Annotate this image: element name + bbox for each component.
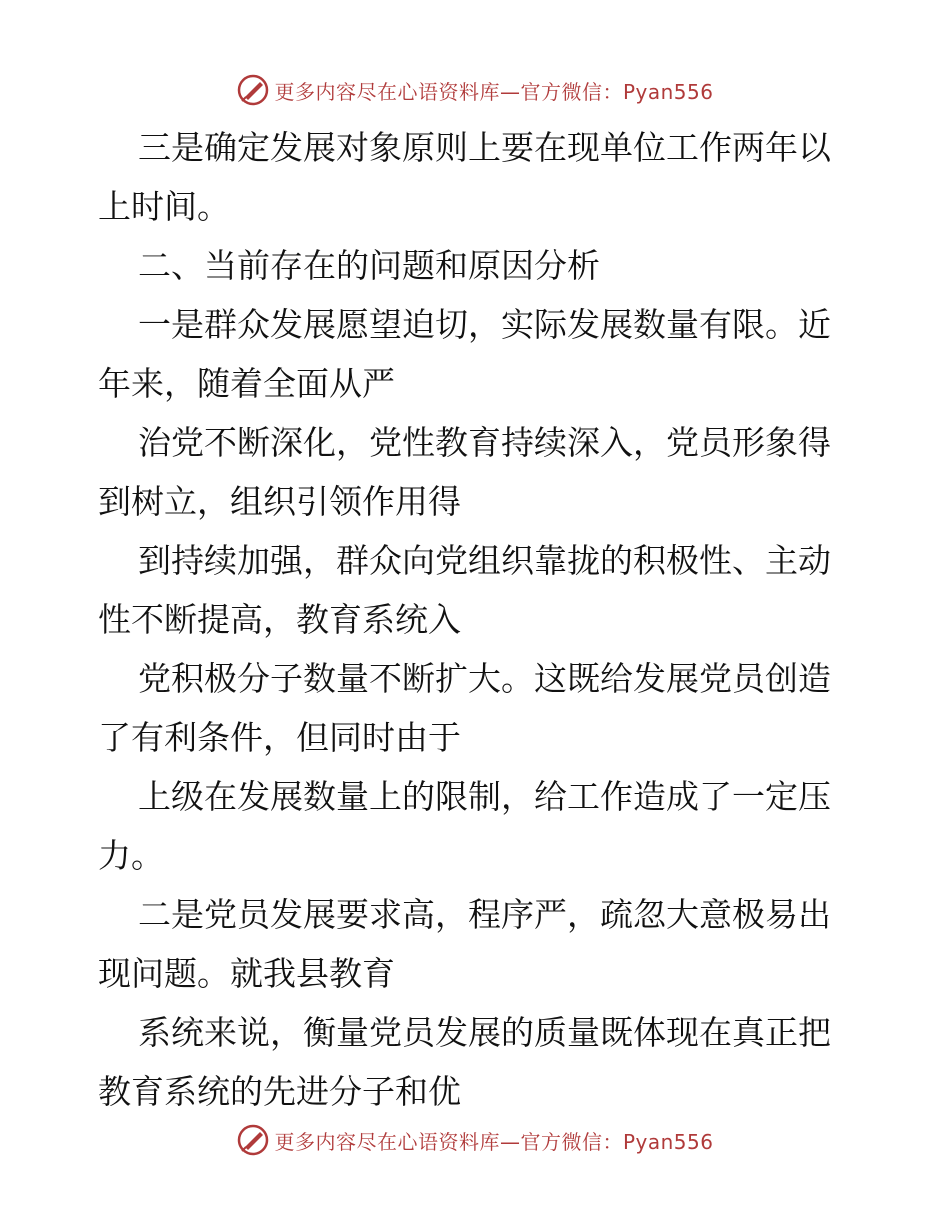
- section-heading: 二、当前存在的问题和原因分析: [138, 246, 600, 285]
- quill-pen-logo-icon: [236, 1123, 270, 1157]
- footer-text: 更多内容尽在心语资料库—官方微信：Pyan556: [274, 1129, 714, 1154]
- paragraph: 二是党员发展要求高，程序严，疏忽大意极易出现问题。就我县教育: [98, 895, 831, 993]
- paragraph: 一是群众发展愿望迫切，实际发展数量有限。近年来，随着全面从严: [98, 305, 831, 403]
- paragraph: 党积极分子数量不断扩大。这既给发展党员创造了有利条件，但同时由于: [98, 659, 831, 757]
- paragraph: 治党不断深化，党性教育持续深入，党员形象得到树立，组织引领作用得: [98, 423, 831, 521]
- paragraph: 到持续加强，群众向党组织靠拢的积极性、主动性不断提高，教育系统入: [98, 541, 831, 639]
- header-text: 更多内容尽在心语资料库—官方微信：Pyan556: [274, 79, 714, 104]
- document-body: [98, 118, 858, 1121]
- paragraph: 系统来说，衡量党员发展的质量既体现在真正把教育系统的先进分子和优: [98, 1013, 831, 1111]
- paragraph: 上级在发展数量上的限制，给工作造成了一定压力。: [98, 777, 831, 875]
- paragraph: 三是确定发展对象原则上要在现单位工作两年以上时间。: [98, 128, 831, 226]
- quill-pen-logo-icon: [236, 73, 270, 107]
- header-watermark: [0, 70, 950, 110]
- footer-watermark: [0, 1120, 950, 1160]
